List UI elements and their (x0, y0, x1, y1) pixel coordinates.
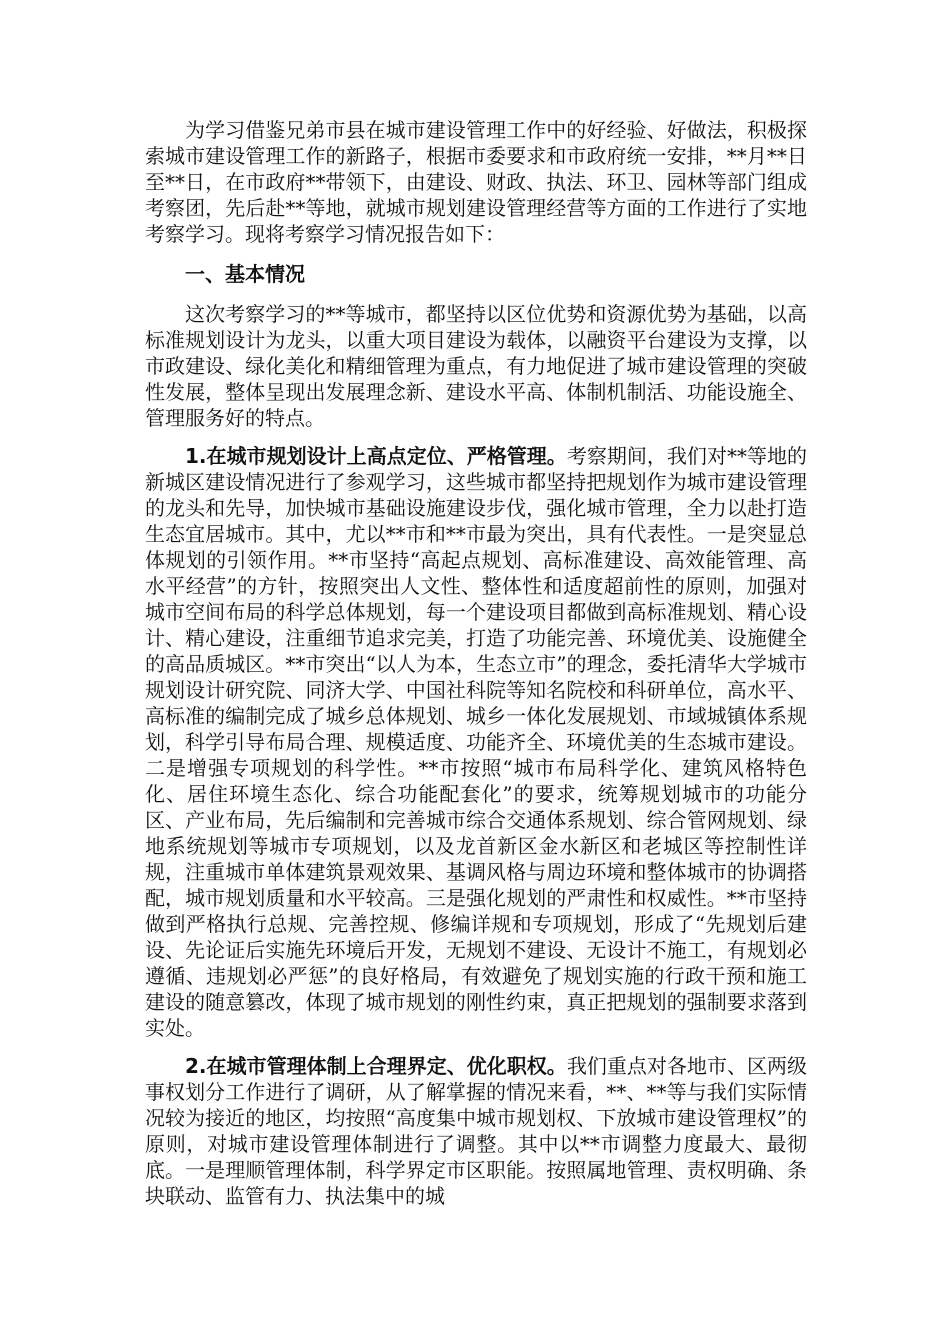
intro-paragraph: 为学习借鉴兄弟市县在城市建设管理工作中的好经验、好做法，积极探索城市建设管理工作的新路子，根据市委要求和市政府统一安排，**月**日至**日，在市政府**带领下，由建设、财政、执法、环卫、园林等部门组成考察团，先后赴**等地，就城市规划建设管理经营等方面的工作进行了实地考察学习。现将考察学习情况报告如下： (145, 118, 807, 246)
item-2-lead: 2.在城市管理体制上合理界定、优化职权。 (185, 1054, 567, 1078)
section-heading-basic-situation: 一、基本情况 (185, 262, 305, 286)
document-body (145, 117, 807, 1209)
item-1-paragraph (145, 443, 807, 1041)
basic-situation-paragraph: 这次考察学习的**等城市，都坚持以区位优势和资源优势为基础，以高标准规划设计为龙头，以重大项目建设为载体，以融资平台建设为支撑，以市政建设、绿化美化和精细管理为重点，有力地促进了城市建设管理的突破性发展，整体呈现出发展理念新、建设水平高、体制机制活、功能设施全、管理服务好的特点。 (145, 302, 807, 430)
item-2-paragraph (145, 1053, 807, 1209)
item-2-body: 我们重点对各地市、区两级事权划分工作进行了调研，从了解掌握的情况来看，**、**等与我们实际情况较为接近的地区，均按照“高度集中城市规划权、下放城市建设管理权”的原则，对城市建设管理体制进行了调整。其中以**市调整力度最大、最彻底。一是理顺管理体制，科学界定市区职能。按照属地管理、责权明确、条块联动、监管有力、执法集中的城 (145, 1054, 808, 1208)
item-1-body: 考察期间，我们对**等地的新城区建设情况进行了参观学习，这些城市都坚持把规划作为城市建设管理的龙头和先导，加快城市基础设施建设步伐，强化城市管理，全力以赴打造生态宜居城市。其中，尤以**市和**市最为突出，具有代表性。一是突显总体规划的引领作用。**市坚持“高起点规划、高标准建设、高效能管理、高水平经营”的方针，按照突出人文性、整体性和适度超前性的原则，加强对城市空间布局的科学总体规划，每一个建设项目都做到高标准规划、精心设计、精心建设，注重细节追求完美，打造了功能完善、环境优美、设施健全的高品质城区。**市突出“以人为本，生态立市”的理念，委托清华大学城市规划设计研究院、同济大学、中国社科院等知名院校和科研单位，高水平、高标准的编制完成了城乡总体规划、城乡一体化发展规划、市域城镇体系规划，科学引导布局合理、规模适度、功能齐全、环境优美的生态城市建设。二是增强专项规划的科学性。**市按照“城市布局科学化、建筑风格特色化、居住环境生态化、综合功能配套化”的要求，统筹规划城市的功能分区、产业布局，先后编制和完善城市综合交通体系规划、综合管网规划、绿地系统规划等城市专项规划，以及龙首新区金水新区和老城区等控制性详规，注重城市单体建筑景观效果、基调风格与周边环境和整体城市的协调搭配，城市规划质量和水平较高。三是强化规划的严肃性和权威性。**市坚持做到严格执行总规、完善控规、修编详规和专项规划，形成了“先规划后建设、先论证后实施先环境后开发，无规划不建设、无设计不施工，有规划必遵循、违规划必严惩”的良好格局，有效避免了规划实施的行政干预和施工建设的随意篡改，体现了城市规划的刚性约束，真正把规划的强制要求落到实处。 (145, 444, 808, 1040)
item-1-lead: 1.在城市规划设计上高点定位、严格管理。 (185, 444, 567, 468)
